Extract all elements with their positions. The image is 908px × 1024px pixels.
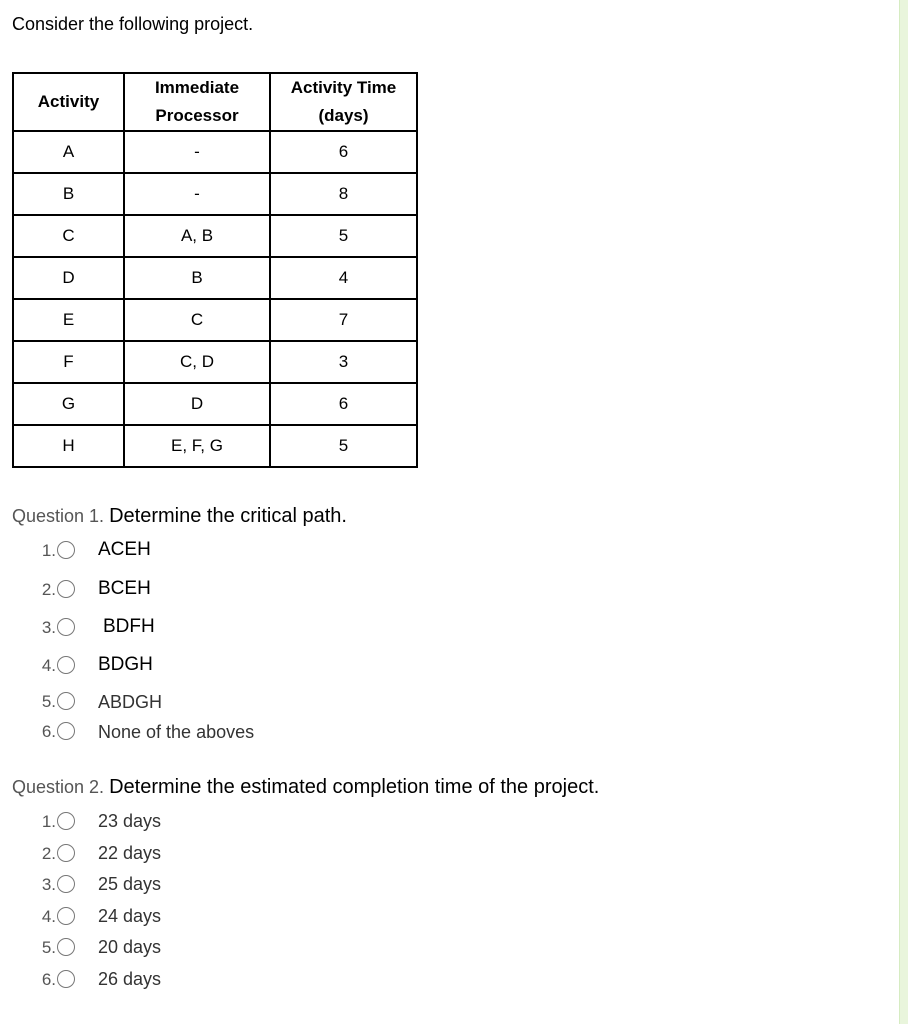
- cell-activity: C: [13, 215, 124, 257]
- option-label: 23 days: [98, 811, 162, 831]
- header-time-line1: Activity Time: [290, 78, 397, 97]
- table-row: [13, 341, 417, 383]
- option-label: ACEH: [98, 539, 151, 560]
- cell-activity: H: [13, 425, 124, 467]
- option-number: 2.: [41, 580, 56, 599]
- option-label: None of the aboves: [98, 722, 255, 742]
- cell-time: 6: [270, 131, 417, 173]
- radio-button[interactable]: [57, 875, 75, 893]
- radio-button[interactable]: [57, 844, 75, 862]
- cell-activity: D: [13, 257, 124, 299]
- option-number: 1.: [41, 812, 56, 831]
- cell-time: 7: [270, 299, 417, 341]
- cell-activity: G: [13, 383, 124, 425]
- table-row: [13, 383, 417, 425]
- option-number: 6.: [41, 969, 56, 989]
- cell-time: 8: [270, 173, 417, 215]
- option-label: 26 days: [98, 968, 162, 989]
- option-label: BDFH: [103, 616, 155, 637]
- radio-button[interactable]: [57, 541, 75, 559]
- q1-option-2[interactable]: [12, 576, 347, 614]
- right-edge-bar: [899, 0, 908, 1024]
- table-row: [13, 425, 417, 467]
- cell-predecessor: C, D: [124, 341, 270, 383]
- table-row: [13, 257, 417, 299]
- q1-option-3[interactable]: [12, 614, 347, 652]
- radio-button[interactable]: [57, 722, 75, 740]
- question-1-header: [12, 505, 347, 537]
- cell-time: 4: [270, 257, 417, 299]
- option-number: 5.: [41, 692, 56, 711]
- question-2: [12, 776, 599, 998]
- cell-time: 6: [270, 383, 417, 425]
- cell-predecessor: A, B: [124, 215, 270, 257]
- radio-button[interactable]: [57, 938, 75, 956]
- radio-button[interactable]: [57, 692, 75, 710]
- table-row: [13, 215, 417, 257]
- radio-button[interactable]: [57, 618, 75, 636]
- question-1-text: Determine the critical path.: [109, 505, 347, 527]
- radio-button[interactable]: [57, 812, 75, 830]
- cell-predecessor: E, F, G: [124, 425, 270, 467]
- table-row: [13, 131, 417, 173]
- option-label: BCEH: [98, 578, 151, 599]
- question-2-number: Question 2.: [12, 777, 105, 797]
- q2-option-2[interactable]: [12, 840, 599, 872]
- question-2-text: Determine the estimated completion time of the project.: [109, 776, 600, 798]
- question-1: [12, 505, 347, 748]
- cell-predecessor: -: [124, 173, 270, 215]
- q2-option-4[interactable]: [12, 903, 599, 935]
- option-number: 6.: [41, 722, 56, 741]
- cell-predecessor: D: [124, 383, 270, 425]
- radio-button[interactable]: [57, 580, 75, 598]
- q2-option-6[interactable]: [12, 966, 599, 998]
- radio-button[interactable]: [57, 656, 75, 674]
- activity-table: [12, 72, 418, 468]
- q2-option-3[interactable]: [12, 871, 599, 903]
- header-time: [270, 73, 417, 131]
- header-predecessor-line2: Processor: [155, 106, 239, 125]
- cell-predecessor: B: [124, 257, 270, 299]
- option-number: 5.: [41, 938, 56, 958]
- radio-button[interactable]: [57, 970, 75, 988]
- cell-predecessor: C: [124, 299, 270, 341]
- cell-activity: A: [13, 131, 124, 173]
- table-header-row: [13, 73, 417, 131]
- option-label: 22 days: [98, 842, 162, 863]
- cell-activity: E: [13, 299, 124, 341]
- header-predecessor: [124, 73, 270, 131]
- table-row: [13, 299, 417, 341]
- option-number: 1.: [41, 541, 56, 560]
- option-number: 2.: [41, 843, 56, 863]
- option-number: 3.: [41, 875, 56, 895]
- option-number: 3.: [41, 618, 56, 637]
- header-time-line2: (days): [318, 106, 369, 125]
- intro-text: Consider the following project.: [12, 14, 254, 34]
- cell-time: 3: [270, 341, 417, 383]
- q1-option-5[interactable]: [12, 688, 347, 718]
- question-1-number: Question 1.: [12, 506, 105, 526]
- cell-activity: B: [13, 173, 124, 215]
- q2-option-5[interactable]: [12, 934, 599, 966]
- header-activity: Activity: [13, 73, 124, 131]
- cell-predecessor: -: [124, 131, 270, 173]
- cell-activity: F: [13, 341, 124, 383]
- radio-button[interactable]: [57, 907, 75, 925]
- table-row: [13, 173, 417, 215]
- q1-option-4[interactable]: [12, 652, 347, 688]
- q1-option-1[interactable]: [12, 537, 347, 576]
- header-predecessor-line1: Immediate: [154, 78, 240, 97]
- option-label: 24 days: [98, 905, 162, 926]
- cell-time: 5: [270, 215, 417, 257]
- question-2-header: [12, 776, 599, 808]
- option-label: ABDGH: [98, 692, 163, 712]
- option-label: 20 days: [98, 937, 162, 958]
- option-number: 4.: [41, 906, 56, 926]
- q1-option-6[interactable]: [12, 718, 347, 748]
- option-number: 4.: [41, 656, 56, 675]
- q2-option-1[interactable]: [12, 808, 599, 840]
- option-label: BDGH: [98, 654, 153, 675]
- cell-time: 5: [270, 425, 417, 467]
- option-label: 25 days: [98, 874, 162, 895]
